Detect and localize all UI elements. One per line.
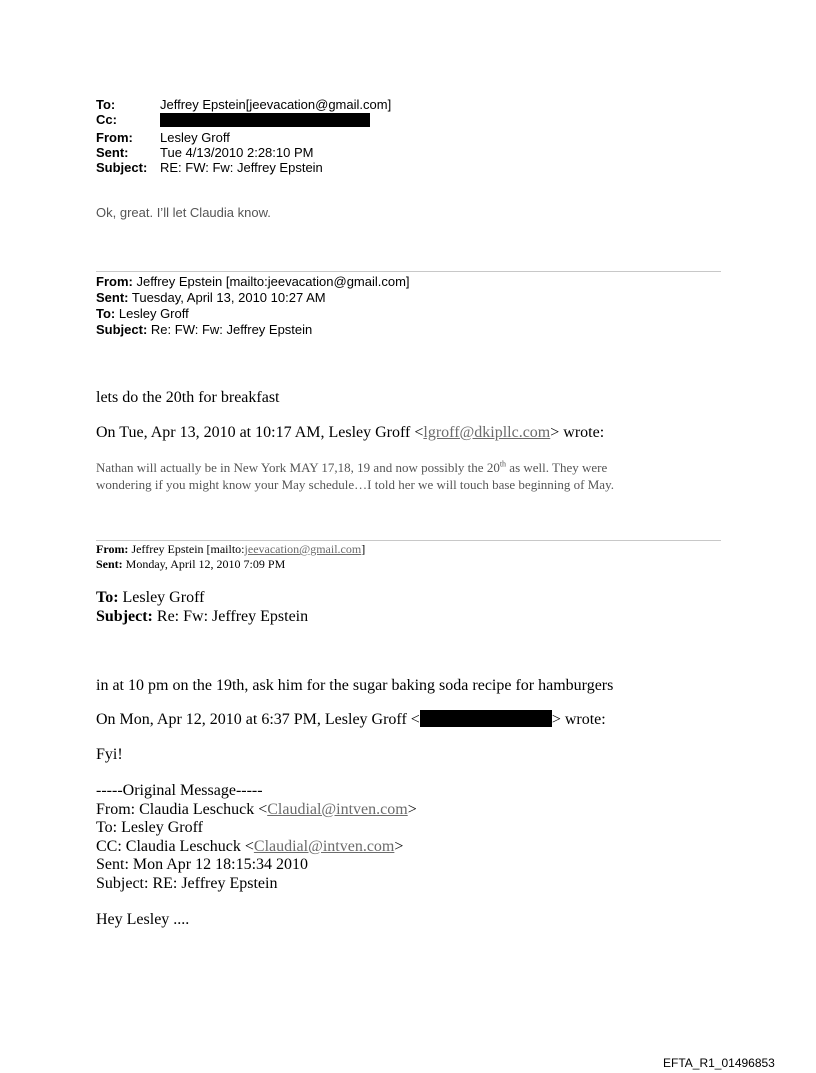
msg3-from-label: From: [96,542,129,556]
cc-value [160,112,391,130]
divider-1 [96,271,721,272]
original-from-suffix: > [407,800,417,818]
msg3-sent-value: Monday, April 12, 2010 7:09 PM [125,557,286,571]
msg3-to-subject [96,588,308,626]
original-greeting: Hey Lesley .... [96,911,190,928]
subject-value: RE: FW: Fw: Jeffrey Epstein [160,160,323,175]
msg2-quote-prefix: On Tue, Apr 13, 2010 at 10:17 AM, Lesley Groff < [96,424,424,441]
original-cc-prefix: CC: Claudia Leschuck < [96,837,254,855]
header-table [96,97,391,175]
msg2-sent-line [96,290,410,306]
msg2-to-line [96,306,410,322]
bates-number: EFTA_R1_01496853 [663,1056,775,1070]
email-header [96,97,391,175]
original-subject-line: Subject: RE: Jeffrey Epstein [96,874,278,892]
msg2-quoted-line-1b: as well. They were [506,460,608,475]
msg2-to-value: Lesley Groff [118,306,189,321]
msg2-from-value: Jeffrey Epstein [mailto:jeevacation@gmail.com] [136,274,410,289]
msg2-quoted-line-1 [96,459,614,476]
msg3-quote-line [96,710,606,729]
original-sent-line: Sent: Mon Apr 12 18:15:34 2010 [96,856,309,873]
to-value: Jeffrey Epstein[jeevacation@gmail.com] [160,97,392,112]
msg2-from-label: From: [96,274,133,289]
msg2-header [96,274,410,338]
msg3-to-value: Lesley Groff [122,589,205,606]
msg3-email-redaction [420,710,552,727]
msg3-header [96,542,365,572]
msg3-to-line [96,588,308,607]
original-cc-suffix: > [394,837,404,855]
msg2-subject-value: Re: FW: Fw: Jeffrey Epstein [150,322,313,337]
msg3-sent-label: Sent: [96,557,123,571]
msg3-quote-suffix: > wrote: [551,711,606,728]
original-cc-email-link[interactable]: Claudial@intven.com [253,837,395,855]
header-sent-row [96,145,391,160]
msg2-quoted-text [96,459,614,493]
sent-value: Tue 4/13/2010 2:28:10 PM [160,145,314,160]
msg3-body: in at 10 pm on the 19th, ask him for the sugar baking soda recipe for hamburgers [96,677,614,694]
msg2-from-line [96,274,410,290]
msg3-to-label: To: [96,589,119,606]
msg2-to-label: To: [96,306,116,321]
msg2-quote-email-link[interactable]: lgroff@dkipllc.com [423,424,551,441]
msg3-from-suffix: ] [361,542,366,556]
cc-redaction [160,113,370,127]
cc-label: Cc: [96,112,117,127]
msg2-quote-line [96,424,604,442]
header-cc-row [96,112,391,130]
subject-label: Subject: [96,160,148,175]
msg3-from-email-link[interactable]: jeevacation@gmail.com [244,542,362,556]
header-subject-row [96,160,391,175]
msg3-fyi: Fyi! [96,746,123,763]
from-label: From: [96,130,133,145]
header-from-row [96,130,391,145]
msg3-subject-value: Re: Fw: Jeffrey Epstein [156,608,309,625]
msg3-quote-prefix: On Mon, Apr 12, 2010 at 6:37 PM, Lesley Groff < [96,711,420,728]
msg3-subject-line [96,607,308,626]
msg3-sent-line [96,557,365,572]
msg2-quote-suffix: > wrote: [550,424,605,441]
divider-2 [96,540,721,541]
msg2-quoted-line-1a: Nathan will actually be in New York MAY 17,18, 19 and now possibly the 20 [96,460,500,475]
to-label: To: [96,97,116,112]
original-from-prefix: From: Claudia Leschuck < [96,800,268,818]
msg2-body: lets do the 20th for breakfast [96,389,280,406]
original-from-line [96,801,417,820]
msg2-sent-label: Sent: [96,290,129,305]
msg2-quoted-sup: th [499,459,507,469]
original-from-email-link[interactable]: Claudial@intven.com [267,800,408,818]
msg2-sent-value: Tuesday, April 13, 2010 10:27 AM [131,290,326,305]
msg3-from-line [96,542,365,557]
original-separator: -----Original Message----- [96,782,263,799]
msg2-quoted-line-2: wondering if you might know your May schedule…I told her we will touch base beginning of May. [96,477,614,492]
reply-body: Ok, great. I’ll let Claudia know. [96,205,271,220]
original-cc-line [96,838,417,857]
msg2-subject-line [96,322,410,338]
original-message [96,782,417,893]
from-value: Lesley Groff [160,130,230,145]
sent-label: Sent: [96,145,129,160]
header-to-row [96,97,391,112]
msg2-subject-label: Subject: [96,322,148,337]
msg3-subject-label: Subject: [96,608,153,625]
msg3-from-prefix: Jeffrey Epstein [mailto: [131,542,245,556]
original-to-line: To: Lesley Groff [96,819,203,836]
